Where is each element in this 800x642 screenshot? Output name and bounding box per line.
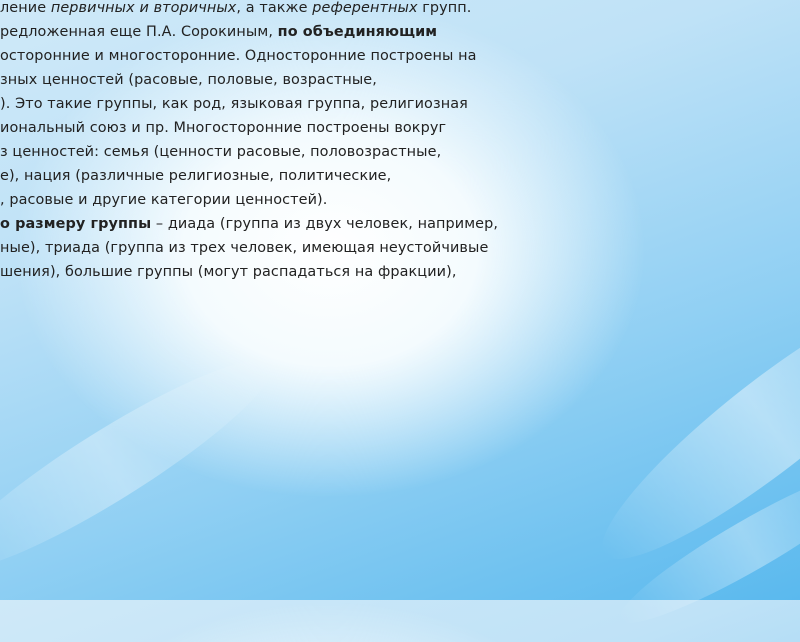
text-run: референтных xyxy=(312,0,418,16)
text-run: – диада (группа из двух человек, например, xyxy=(151,216,499,232)
text-line xyxy=(0,240,488,256)
text-run: первичных и вторичных xyxy=(50,0,237,16)
text-line xyxy=(0,0,471,16)
text-run: ). Это такие группы, как род, языковая группа, религиозная xyxy=(0,96,468,112)
text-line xyxy=(0,72,377,88)
text-run: ление xyxy=(0,0,51,16)
text-line xyxy=(0,96,468,112)
text-line xyxy=(0,48,477,64)
text-run: по объединяющим xyxy=(277,24,438,40)
text-line xyxy=(0,24,437,40)
text-run: групп. xyxy=(417,0,472,16)
text-line xyxy=(0,168,391,184)
text-run: зных ценностей (расовые, половые, возрастные, xyxy=(0,72,377,88)
text-run: осторонние и многосторонние. Односторонние построены на xyxy=(0,48,477,64)
text-run: е), нация (различные религиозные, политические, xyxy=(0,168,392,184)
text-run: , расовые и другие категории ценностей). xyxy=(0,192,328,208)
text-run: редложенная еще П.А. Сорокиным, xyxy=(0,24,278,40)
text-line xyxy=(0,120,446,136)
text-line xyxy=(0,144,441,160)
text-run: , а также xyxy=(236,0,313,16)
text-run: шения), большие группы (могут распадаться на фракции), xyxy=(0,264,457,280)
text-run: иональный союз и пр. Многосторонние построены вокруг xyxy=(0,120,447,136)
text-run: о размеру группы xyxy=(0,216,152,232)
text-line xyxy=(0,192,327,208)
text-run: ные), триада (группа из трех человек, имеющая неустойчивые xyxy=(0,240,489,256)
text-line xyxy=(0,216,498,232)
text-run: з ценностей: семья (ценности расовые, половозрастные, xyxy=(0,144,442,160)
text-line xyxy=(0,264,457,280)
light-streak xyxy=(0,335,290,596)
